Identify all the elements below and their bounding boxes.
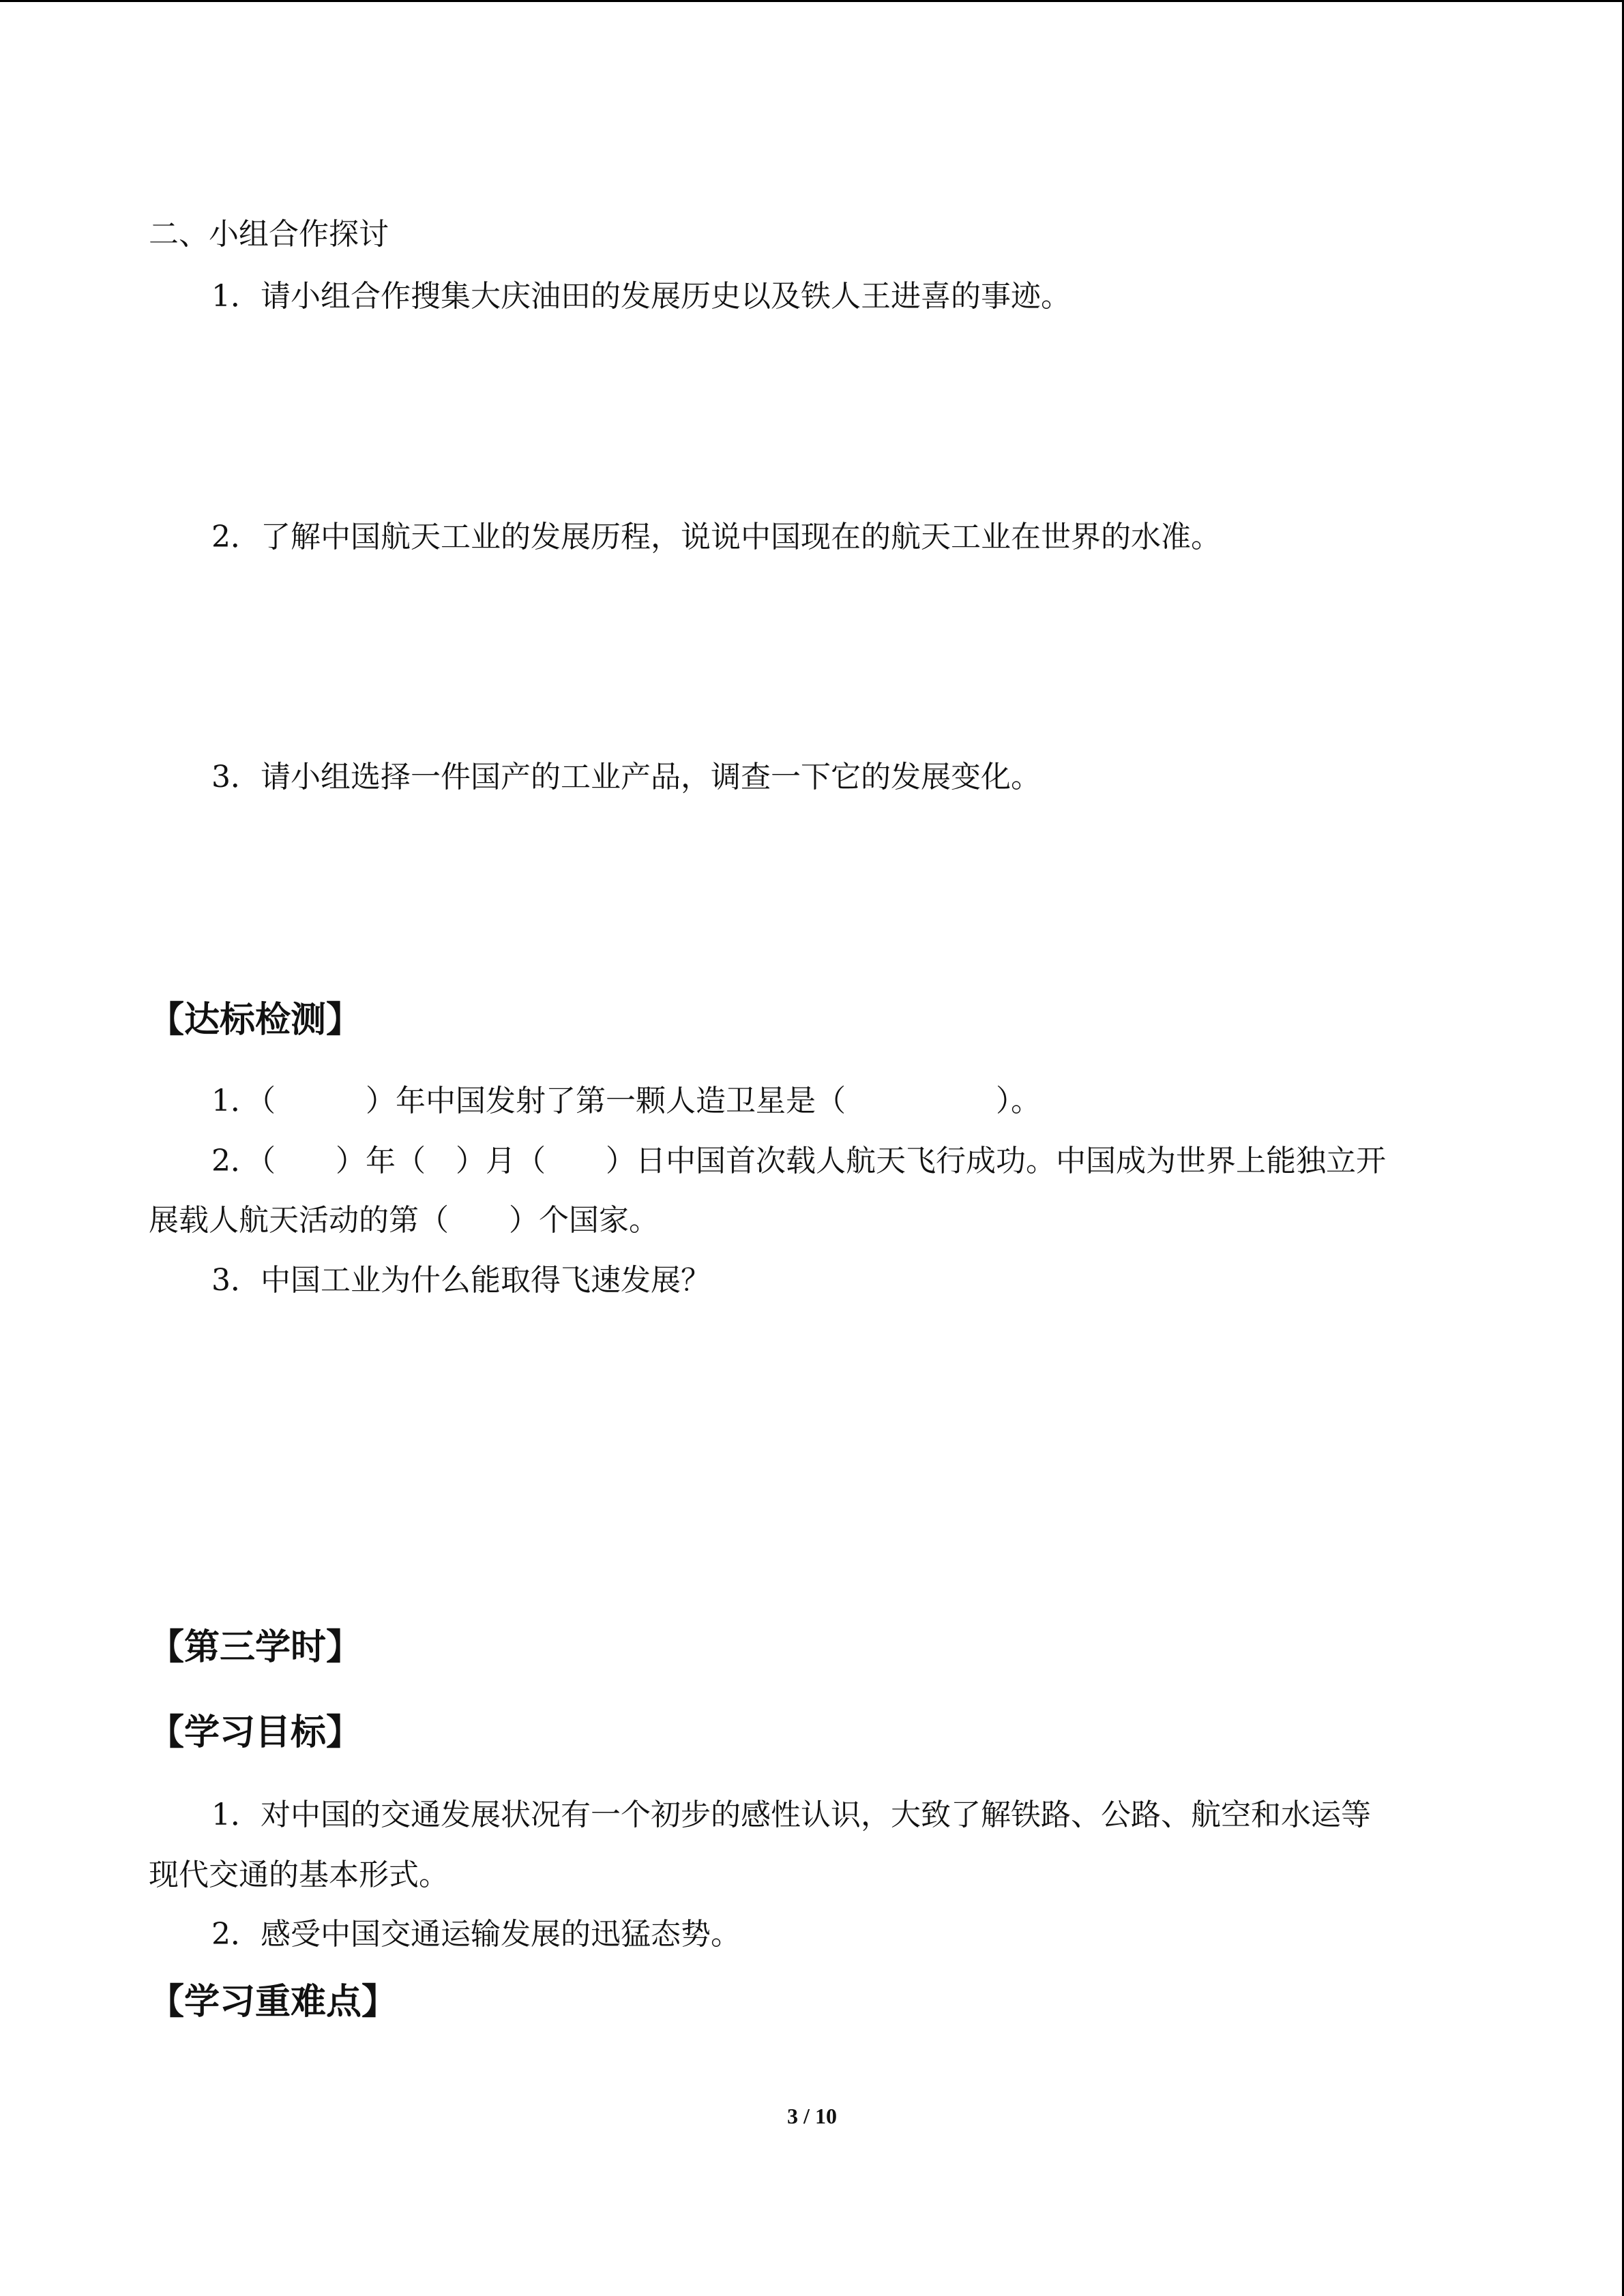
learning-goals-heading: 【学习目标】	[149, 1712, 362, 1753]
test-question-3: 3．中国工业为什么能取得飞速发展？	[211, 1263, 711, 1298]
group-discussion-title: 二、小组合作探讨	[149, 217, 389, 252]
group-item-3: 3．请小组选择一件国产的工业产品，调查一下它的发展变化。	[211, 760, 1041, 794]
test-heading: 【达标检测】	[149, 1000, 362, 1041]
goal-2: 2．感受中国交通运输发展的迅猛态势。	[211, 1917, 741, 1952]
group-item-1: 1．请小组合作搜集大庆油田的发展历史以及铁人王进喜的事迹。	[211, 279, 1071, 314]
goal-1-line-2: 现代交通的基本形式。	[149, 1858, 449, 1892]
goal-1-line-1: 1．对中国的交通发展状况有一个初步的感性认识，大致了解铁路、公路、航空和水运等	[211, 1798, 1371, 1832]
key-points-heading: 【学习重难点】	[149, 1982, 398, 2023]
page-number: 3 / 10	[787, 2104, 837, 2128]
test-question-1: 1．（ ）年中国发射了第一颗人造卫星是（ ）。	[211, 1084, 1041, 1118]
lesson-3-heading: 【第三学时】	[149, 1627, 362, 1668]
group-item-2: 2．了解中国航天工业的发展历程，说说中国现在的航天工业在世界的水准。	[211, 520, 1221, 554]
test-question-2-line-2: 展载人航天活动的第（ ）个国家。	[149, 1203, 659, 1238]
test-question-2-line-1: 2．（ ）年（ ）月（ ）日中国首次载人航天飞行成功。中国成为世界上能独立开	[211, 1144, 1386, 1178]
